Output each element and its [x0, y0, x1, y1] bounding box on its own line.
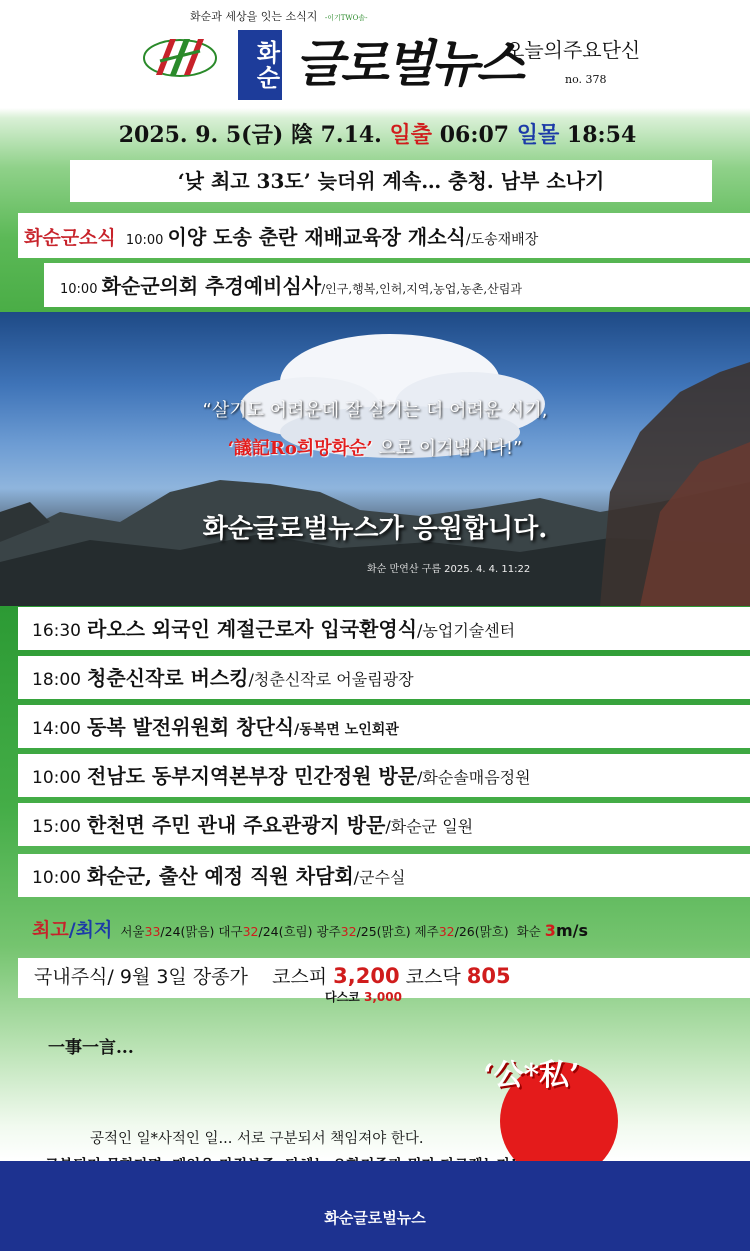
footer-publisher: 화순글로벌뉴스 [324, 1209, 426, 1227]
city-low: /26(맑흐) [454, 924, 509, 939]
temperature-row [32, 915, 588, 942]
banner-quote-line2 [0, 434, 750, 460]
city-low: /25(맑흐) [356, 924, 411, 939]
tagline-text: 화순과 세상을 잇는 소식지 [190, 10, 318, 23]
sunset-label: 일몰 [516, 122, 560, 148]
item-time: 10:00 [32, 868, 81, 888]
photo-caption: 화순 만연산 구름 2025. 4. 4. 11:22 [367, 564, 531, 575]
tagline-small-text: -이기TWO솔- [324, 14, 368, 22]
high-label: 최고 [32, 919, 69, 941]
city-high: 32 [242, 924, 259, 939]
item-place: /도송재배장 [465, 232, 539, 248]
city-high: 32 [438, 924, 455, 939]
lunar-date-text: 陰 7.14. [290, 122, 382, 148]
sunrise-time: 06:07 [439, 122, 510, 148]
nasdaq-label: 다스코 [325, 990, 360, 1004]
banner-quote-line1: “살기도 어려운데 잘 살기는 더 어려운 시기, [202, 400, 548, 421]
item-place: /농업기술센터 [417, 621, 516, 640]
kosdaq-label: 코스닥 [405, 966, 461, 988]
item-place: /화순군 일원 [385, 817, 474, 836]
wind-place: 화순 [516, 924, 541, 939]
item-time: 14:00 [32, 719, 81, 739]
kospi-label: 코스피 [272, 966, 328, 988]
nasdaq-row [325, 988, 402, 1005]
saying-heading: 一事一言... [48, 1038, 134, 1058]
slogan-highlight: ‘議記Ro희망화순’ [227, 438, 373, 459]
item-place: /군수실 [353, 868, 406, 887]
county-news-item [18, 213, 750, 258]
low-label: 최저 [75, 919, 113, 941]
page-title: 오늘의주요단신 [505, 38, 641, 62]
masthead-tagline [190, 8, 368, 24]
city-high: 32 [340, 924, 357, 939]
schedule-item [18, 607, 750, 650]
county-news-category: 화순군소식 [24, 227, 116, 249]
stock-prefix: 국내주식/ 9월 3일 장종가 [34, 966, 248, 988]
item-title: 라오스 외국인 계절근로자 입국환영식 [87, 617, 418, 641]
schedule-item [18, 656, 750, 699]
item-place: /청춘신작로 어울림광장 [248, 670, 414, 689]
date-text: 2025. 9. 5(금) [118, 122, 284, 148]
item-title: 화순군, 출산 예정 직원 차담회 [87, 864, 354, 888]
item-place: /동복면 노인회관 [294, 722, 399, 738]
schedule-item [18, 854, 750, 897]
photo-banner [0, 312, 750, 606]
item-place: /인구,행복,인허,지역,농업,농촌,산림과 [321, 282, 522, 296]
sunset-time: 18:54 [566, 122, 637, 148]
county-news-item [44, 263, 750, 307]
item-title: 전남도 동부지역본부장 민간정원 방문 [87, 764, 418, 788]
city-name: 대구 [218, 924, 243, 939]
sunrise-label: 일출 [389, 122, 433, 148]
city-low: /24(흐림) [258, 924, 313, 939]
support-message: 화순글로벌뉴스가 응원합니다. [202, 514, 548, 544]
city-name: 광주 [316, 924, 341, 939]
brand-script-logo: 글로벌뉴스 [295, 34, 522, 93]
item-time: 10:00 [125, 233, 164, 248]
item-title: 동복 발전위원회 창단식 [87, 715, 295, 739]
date-bar [45, 117, 710, 154]
item-title: 화순군의회 추경예비심사 [101, 274, 322, 298]
item-time: 18:00 [32, 670, 81, 690]
wind-info [516, 921, 588, 940]
saying-keyword: ‘公*私’ [483, 1058, 580, 1093]
item-time: 16:30 [32, 621, 81, 641]
kospi-value: 3,200 [333, 964, 400, 988]
temperature-label [32, 919, 112, 941]
schedule-item [18, 754, 750, 797]
city-name: 서울 [120, 924, 145, 939]
schedule-item [18, 803, 750, 846]
city-name: 제주 [414, 924, 439, 939]
schedule-item [18, 705, 750, 748]
footer [0, 1161, 750, 1251]
saying-line1: 공적인 일*사적인 일... 서로 구분되서 책임져야 한다. [90, 1131, 424, 1147]
city-high: 33 [144, 924, 161, 939]
nasdaq-value: 3,000 [363, 990, 402, 1004]
label-slash: / [68, 919, 76, 941]
quote-line2-rest: 으로 이겨냅시다!” [372, 438, 523, 459]
kosdaq-value: 805 [466, 964, 511, 988]
city-low: /24(맑음) [160, 924, 215, 939]
item-place: /화순솔매음정원 [417, 768, 531, 787]
issue-number: no. 378 [565, 73, 607, 86]
wind-unit: m/s [555, 921, 588, 940]
newspaper-logo-mark [140, 33, 220, 83]
item-time: 10:00 [60, 282, 98, 297]
item-title: 이양 도송 춘란 재배교육장 개소식 [167, 225, 466, 249]
brand-box-hwasun: 화순 [238, 30, 282, 100]
item-title: 한천면 주민 관내 주요관광지 방문 [87, 813, 386, 837]
wind-value: 3 [544, 921, 556, 940]
item-time: 10:00 [32, 768, 81, 788]
item-time: 15:00 [32, 817, 81, 837]
weather-headline: ‘낮 최고 33도’ 늦더위 계속… 충청. 남부 소나기 [70, 160, 712, 202]
item-title: 청춘신작로 버스킹 [87, 666, 249, 690]
